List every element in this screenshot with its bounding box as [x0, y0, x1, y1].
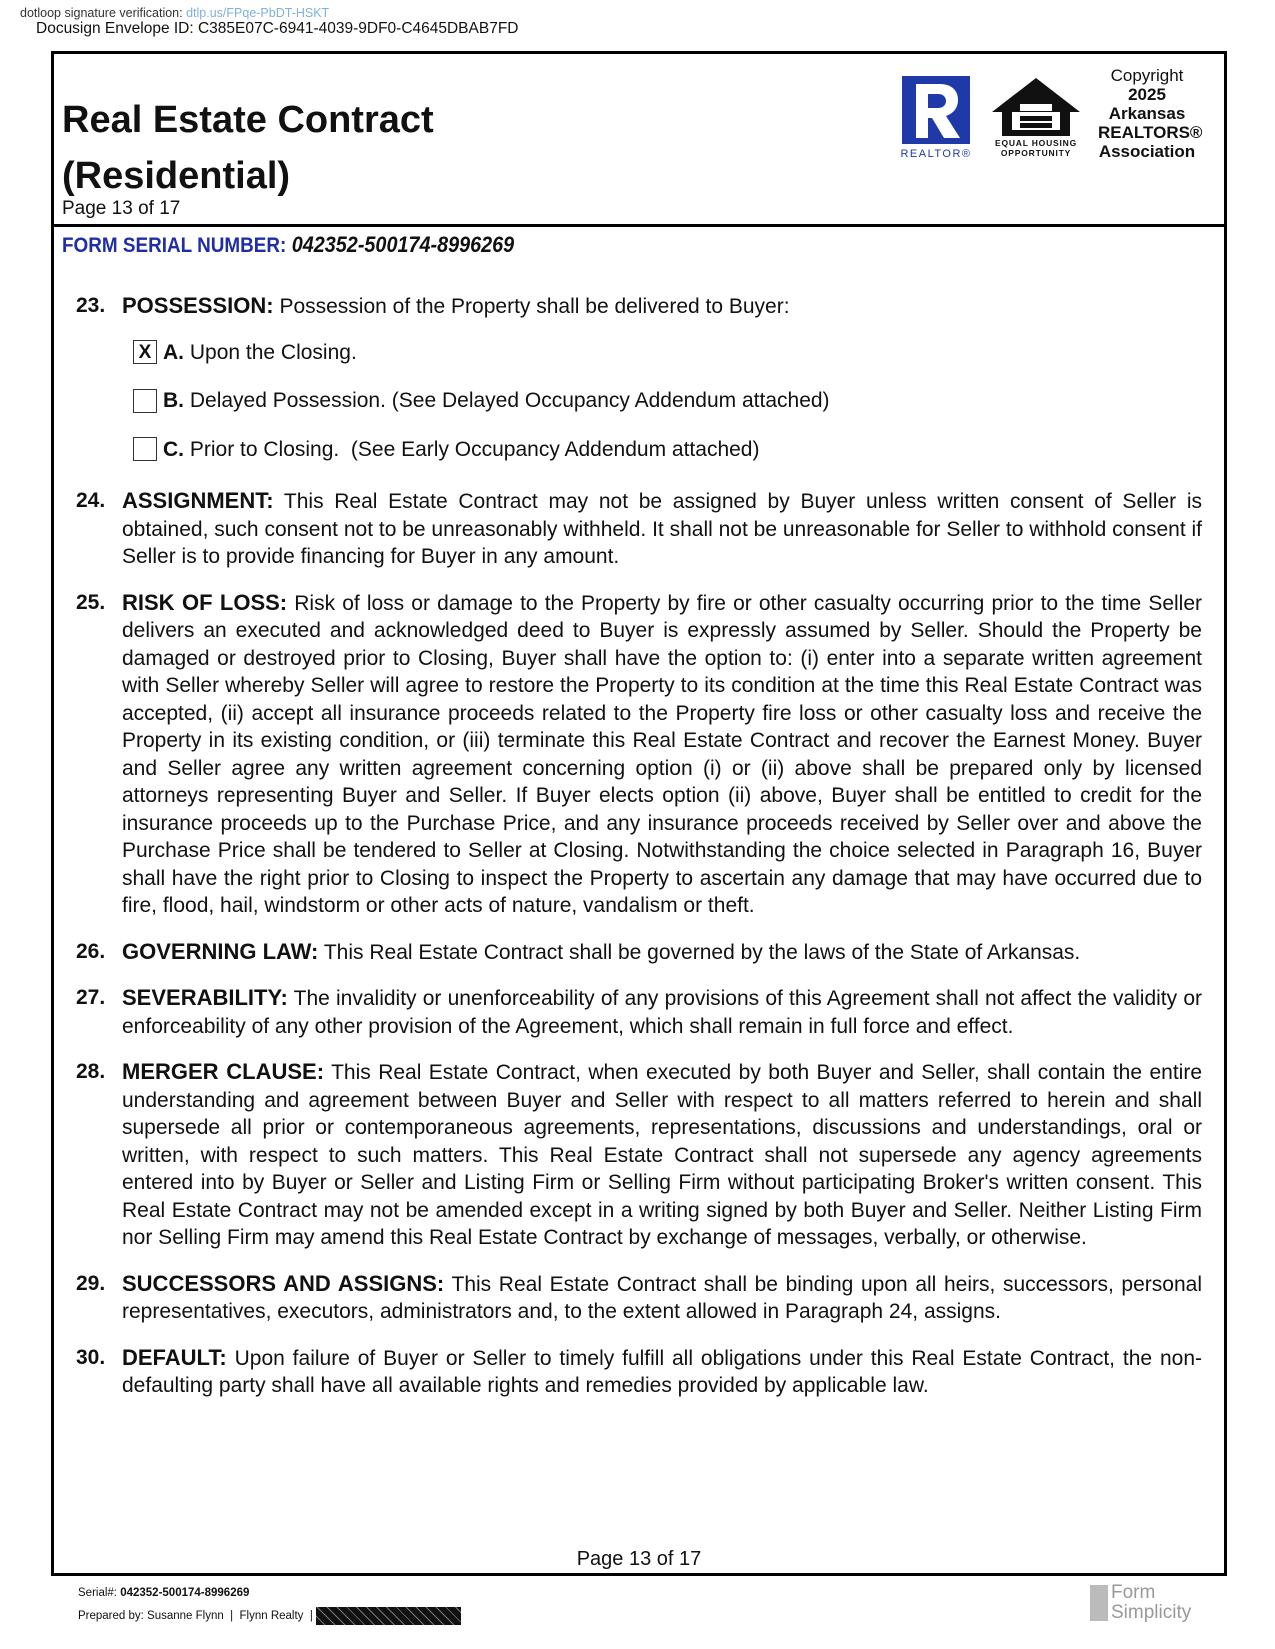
- section-title: POSSESSION:: [122, 293, 274, 318]
- copyright-word: Copyright: [1110, 66, 1184, 85]
- section-text: Possession of the Property shall be delivered to Buyer:: [279, 295, 790, 318]
- checkbox-b[interactable]: [133, 389, 157, 413]
- envelope-id: Docusign Envelope ID: C385E07C-6941-4039-9DF0-C4645DBAB7FD: [36, 20, 519, 37]
- section-28: [76, 1058, 1202, 1252]
- page-footer-number: Page 13 of 17: [576, 1548, 702, 1570]
- section-29: [76, 1270, 1202, 1326]
- document-icon: [1090, 1585, 1108, 1621]
- section-title: MERGER CLAUSE:: [122, 1059, 325, 1084]
- option-text: Prior to Closing. (See Early Occupancy Addendum attached): [189, 437, 760, 461]
- section-text: Risk of loss or damage to the Property by fire or other casualty occurring prior to the time Seller delivers an executed and acknowledged deed to Buyer is expressly assumed by Seller. Should the Property be damaged or destroyed prior to Closing, Buyer shall have the option to: (i) enter into a separate written agreement with Seller whereby Seller will agree to restore the Property to its condition at the time this Real Estate Contract was accepted, (ii) accept all insurance proceeds related to the Property fire loss or other casualty loss and receive the Property in its existing condition, or (iii) terminate this Real Estate Contract and recover the Earnest Money. Buyer and Seller agree any written agreement concerning option (i) or (ii) above shall be prepared only by licensed attorneys representing Buyer and Seller. If Buyer elects option (ii) above, Buyer shall be entitled to credit for the insurance proceeds up to the Purchase Price, and any insurance proceeds received by Seller over and above the Purchase Price shall be tendered to Seller at Closing. Notwithstanding the choice selected in Paragraph 16, Buyer shall have the right prior to Closing to inspect the Property to ascertain any damage that may have occurred due to fire, flood, hail, windstorm or other acts of nature, vandalism or theft.: [122, 591, 1203, 917]
- section-25: [76, 589, 1202, 920]
- section-24: [76, 487, 1202, 571]
- section-23: [76, 292, 1202, 321]
- section-number: 28.: [76, 1060, 106, 1083]
- section-text: This Real Estate Contract shall be binding upon all heirs, successors, personal representatives, executors, administrators and, to the extent allowed in Paragraph 24, assigns.: [122, 1272, 1202, 1323]
- option-letter: A.: [163, 340, 184, 364]
- form-frame: [51, 51, 1227, 1576]
- serial-label: FORM SERIAL NUMBER:: [62, 234, 287, 257]
- section-number: 27.: [76, 986, 106, 1009]
- section-26: [76, 938, 1202, 967]
- section-text: This Real Estate Contract, when executed by both Buyer and Seller, shall contain the entire understanding and agreement between Buyer and Seller with respect to all matters referred to herein and shall supersede all prior or contemporaneous agreements, representations, discussions and understandings, oral or written, with respect to such matters. This Real Estate Contract shall not supersede any agency agreements entered into by Buyer or Seller and Listing Firm or Selling Firm without participating Broker's written consent. This Real Estate Contract may not be amended except in a writing signed by both Buyer and Seller. Neither Listing Firm nor Selling Firm may amend this Real Estate Contract by exchange of messages, verbally, or otherwise.: [122, 1061, 1202, 1249]
- section-text: Upon failure of Buyer or Seller to timely fulfill all obligations under this Real Estate Contract, the non-defaulting party shall have all available rights and remedies provided by applicable law.: [122, 1346, 1202, 1397]
- serial-number: 042352-500174-8996269: [291, 232, 515, 257]
- option-c: [133, 436, 1202, 464]
- section-title: GOVERNING LAW:: [122, 938, 319, 964]
- copyright-assoc: Association: [1098, 142, 1196, 161]
- section-title: SUCCESSORS AND ASSIGNS:: [122, 1270, 445, 1296]
- redacted-block: [316, 1607, 461, 1625]
- section-30: [76, 1344, 1202, 1400]
- section-title: ASSIGNMENT:: [122, 488, 274, 513]
- section-number: 24.: [76, 489, 106, 512]
- verification-link[interactable]: dtlp.us/FPqe-PbDT-HSKT: [186, 6, 330, 20]
- section-text: This Real Estate Contract may not be assigned by Buyer unless written consent of Seller is obtained, such consent not to be unreasonably withheld. It shall not be unreasonable for Seller to withhold consent if Seller is to provide financing for Buyer in any amount.: [122, 490, 1202, 568]
- section-number: 26.: [76, 939, 106, 963]
- copyright-notice: [1098, 66, 1203, 161]
- prepared-by: Prepared by: Susanne Flynn | Flynn Realty |: [78, 1610, 313, 1622]
- form-title: [62, 92, 434, 204]
- logos: [898, 62, 1203, 172]
- section-number: 29.: [76, 1271, 106, 1295]
- dotloop-verification: [20, 6, 329, 20]
- option-a: [133, 339, 1202, 367]
- checkbox-a[interactable]: X: [133, 340, 157, 364]
- checkbox-c[interactable]: [133, 437, 157, 461]
- footer-serial: 042352-500174-8996269: [120, 1587, 250, 1599]
- option-letter: C.: [163, 437, 184, 461]
- option-text: Delayed Possession. (See Delayed Occupancy Addendum attached): [189, 389, 830, 412]
- section-text: The invalidity or unenforceability of any provisions of this Agreement shall not affect the validity or enforceability of any other provision of the Agreement, which shall remain in full force and effect.: [122, 987, 1202, 1038]
- realtor-caption: REALTOR®: [900, 148, 972, 160]
- footer-info: [78, 1582, 461, 1628]
- form-serial: [62, 232, 514, 258]
- verification-label: dotloop signature verification:: [20, 6, 183, 20]
- option-text: Upon the Closing.: [189, 340, 357, 364]
- brand-word-2: Simplicity: [1111, 1602, 1192, 1623]
- copyright-org: REALTORS®: [1098, 123, 1203, 142]
- section-27: [76, 984, 1202, 1040]
- title-line-1: Real Estate Contract: [62, 99, 434, 141]
- section-text: This Real Estate Contract shall be governed by the laws of the State of Arkansas.: [323, 940, 1081, 964]
- section-title: RISK OF LOSS:: [122, 589, 288, 615]
- section-title: SEVERABILITY:: [122, 985, 288, 1010]
- section-number: 23.: [76, 294, 106, 317]
- eho-caption-2: OPPORTUNITY: [1000, 148, 1072, 158]
- copyright-state: Arkansas: [1108, 104, 1186, 123]
- section-number: 25.: [76, 590, 106, 614]
- equal-housing-logo: [988, 76, 1084, 158]
- realtor-logo: [898, 76, 974, 160]
- page-label: Page 13 of 17: [62, 198, 181, 219]
- contract-body: [76, 292, 1202, 1418]
- option-letter: B.: [163, 389, 184, 412]
- formsimplicity-logo: [1090, 1583, 1191, 1623]
- brand-word-1: Form: [1111, 1582, 1156, 1603]
- copyright-year: 2025: [1128, 85, 1166, 104]
- section-title: DEFAULT:: [122, 1344, 227, 1370]
- title-line-2: (Residential): [62, 155, 291, 197]
- footer-serial-label: Serial#:: [78, 1587, 117, 1599]
- header-divider: [54, 224, 1224, 227]
- option-b: [133, 387, 1202, 415]
- section-number: 30.: [76, 1345, 106, 1369]
- eho-caption-1: EQUAL HOUSING: [994, 138, 1078, 148]
